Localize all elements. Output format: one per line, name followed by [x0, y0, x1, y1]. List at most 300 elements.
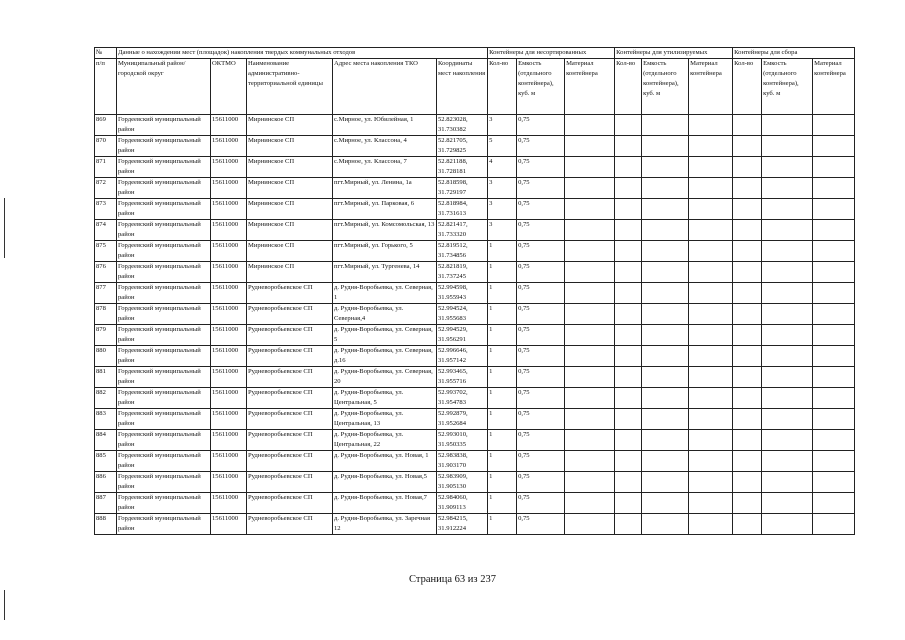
- cell-volume: 0,75: [517, 136, 565, 157]
- cell-coords: 52.983909, 31.905130: [437, 472, 488, 493]
- cell-row-number: 871: [95, 157, 117, 178]
- header-material: Материал контейнера: [689, 59, 733, 115]
- cell-empty: [615, 325, 642, 346]
- cell-count: 1: [488, 430, 517, 451]
- cell-empty: [615, 409, 642, 430]
- cell-count: 5: [488, 136, 517, 157]
- cell-empty: [565, 262, 615, 283]
- cell-empty: [762, 514, 813, 535]
- cell-count: 1: [488, 409, 517, 430]
- cell-empty: [762, 199, 813, 220]
- cell-row-number: 879: [95, 325, 117, 346]
- cell-count: 1: [488, 493, 517, 514]
- cell-empty: [813, 367, 855, 388]
- header-count: Кол-во: [488, 59, 517, 115]
- cell-empty: [733, 388, 762, 409]
- cell-empty: [565, 325, 615, 346]
- cell-volume: 0,75: [517, 199, 565, 220]
- cell-empty: [762, 493, 813, 514]
- cell-coords: 52.996646, 31.957142: [437, 346, 488, 367]
- cell-coords: 52.994598, 31.955943: [437, 283, 488, 304]
- cell-oktmo: 15611000: [211, 409, 247, 430]
- cell-row-number: 873: [95, 199, 117, 220]
- cell-volume: 0,75: [517, 430, 565, 451]
- cell-empty: [762, 451, 813, 472]
- cell-oktmo: 15611000: [211, 472, 247, 493]
- header-count: Кол-во: [615, 59, 642, 115]
- cell-empty: [565, 493, 615, 514]
- cell-empty: [813, 346, 855, 367]
- cell-coords: 52.818598, 31.729197: [437, 178, 488, 199]
- cell-district: Гордеевский муниципальный район: [117, 409, 211, 430]
- cell-volume: 0,75: [517, 115, 565, 136]
- cell-empty: [733, 409, 762, 430]
- cell-empty: [813, 430, 855, 451]
- page-number: Страница 63 из 237: [409, 574, 496, 585]
- cell-empty: [733, 304, 762, 325]
- cell-count: 1: [488, 283, 517, 304]
- cell-empty: [733, 220, 762, 241]
- cell-row-number: 888: [95, 514, 117, 535]
- cell-empty: [813, 220, 855, 241]
- cell-empty: [689, 262, 733, 283]
- table-body: [95, 115, 855, 535]
- cell-empty: [642, 367, 689, 388]
- cell-oktmo: 15611000: [211, 199, 247, 220]
- header-address: Адрес места накопления ТКО: [333, 59, 437, 115]
- cell-district: Гордеевский муниципальный район: [117, 304, 211, 325]
- cell-oktmo: 15611000: [211, 178, 247, 199]
- cell-empty: [762, 346, 813, 367]
- cell-address: с.Мирное, ул. Юбилейная, 1: [333, 115, 437, 136]
- cell-volume: 0,75: [517, 514, 565, 535]
- table-row: [95, 472, 855, 493]
- cell-volume: 0,75: [517, 325, 565, 346]
- cell-empty: [642, 262, 689, 283]
- cell-coords: 52.819512, 31.734856: [437, 241, 488, 262]
- cell-empty: [642, 304, 689, 325]
- cell-row-number: 870: [95, 136, 117, 157]
- header-group-unsorted: Контейнеры для несортированных: [488, 48, 615, 59]
- cell-empty: [565, 241, 615, 262]
- cell-empty: [565, 451, 615, 472]
- cell-count: 1: [488, 514, 517, 535]
- header-volume: Емкость (отдельного контейнера), куб. м: [517, 59, 565, 115]
- cell-empty: [762, 472, 813, 493]
- cell-empty: [642, 283, 689, 304]
- cell-unit: Рудневоробьевское СП: [247, 346, 333, 367]
- cell-row-number: 882: [95, 388, 117, 409]
- cell-empty: [615, 262, 642, 283]
- cell-empty: [615, 199, 642, 220]
- cell-row-number: 880: [95, 346, 117, 367]
- table-row: [95, 115, 855, 136]
- cell-row-number: 876: [95, 262, 117, 283]
- cell-empty: [762, 430, 813, 451]
- cell-count: 1: [488, 325, 517, 346]
- header-oktmo: ОКТМО: [211, 59, 247, 115]
- cell-empty: [565, 283, 615, 304]
- cell-volume: 0,75: [517, 178, 565, 199]
- cell-empty: [642, 430, 689, 451]
- cell-address: д. Рудня-Воробьевка, ул. Новая, 1: [333, 451, 437, 472]
- cell-empty: [615, 241, 642, 262]
- table-row: [95, 241, 855, 262]
- cell-oktmo: 15611000: [211, 304, 247, 325]
- cell-row-number: 887: [95, 493, 117, 514]
- cell-empty: [642, 115, 689, 136]
- cell-empty: [565, 178, 615, 199]
- cell-empty: [733, 451, 762, 472]
- header-unit: Наименование административно-территориальной единицы: [247, 59, 333, 115]
- cell-empty: [689, 136, 733, 157]
- cell-empty: [615, 157, 642, 178]
- cell-empty: [689, 514, 733, 535]
- cell-oktmo: 15611000: [211, 262, 247, 283]
- cell-coords: 52.821819, 31.737245: [437, 262, 488, 283]
- header-volume: Емкость (отдельного контейнера), куб. м: [762, 59, 813, 115]
- cell-empty: [762, 325, 813, 346]
- table-row: [95, 220, 855, 241]
- cell-empty: [689, 493, 733, 514]
- cell-address: д. Рудня-Воробьевка, ул. Северная, 5: [333, 325, 437, 346]
- cell-empty: [615, 136, 642, 157]
- cell-row-number: 884: [95, 430, 117, 451]
- cell-address: с.Мирное, ул. Классона, 4: [333, 136, 437, 157]
- cell-empty: [565, 199, 615, 220]
- cell-volume: 0,75: [517, 262, 565, 283]
- cell-volume: 0,75: [517, 157, 565, 178]
- cell-empty: [565, 472, 615, 493]
- cell-empty: [762, 115, 813, 136]
- cell-empty: [565, 409, 615, 430]
- header-group-recycle: Контейнеры для утилизируемых: [615, 48, 733, 59]
- cell-count: 3: [488, 115, 517, 136]
- cell-district: Гордеевский муниципальный район: [117, 157, 211, 178]
- cell-count: 4: [488, 157, 517, 178]
- cell-unit: Рудневоробьевское СП: [247, 283, 333, 304]
- header-material: Материал контейнера: [813, 59, 855, 115]
- cell-empty: [642, 493, 689, 514]
- cell-address: д. Рудня-Воробьевка, ул. Северная, д.16: [333, 346, 437, 367]
- cell-empty: [615, 283, 642, 304]
- cell-unit: Мирнинское СП: [247, 262, 333, 283]
- cell-address: пгт.Мирный, ул. Горького, 5: [333, 241, 437, 262]
- cell-empty: [689, 304, 733, 325]
- cell-empty: [642, 325, 689, 346]
- cell-oktmo: 15611000: [211, 241, 247, 262]
- cell-empty: [689, 241, 733, 262]
- table-row: [95, 367, 855, 388]
- cell-row-number: 878: [95, 304, 117, 325]
- cell-coords: 52.984060, 31.909113: [437, 493, 488, 514]
- cell-address: пгт.Мирный, ул. Комсомольская, 13: [333, 220, 437, 241]
- cell-empty: [813, 514, 855, 535]
- cell-unit: Рудневоробьевское СП: [247, 430, 333, 451]
- cell-volume: 0,75: [517, 409, 565, 430]
- cell-empty: [615, 472, 642, 493]
- cell-empty: [615, 304, 642, 325]
- cell-row-number: 881: [95, 367, 117, 388]
- cell-volume: 0,75: [517, 346, 565, 367]
- cell-coords: 52.983838, 31.903170: [437, 451, 488, 472]
- cell-empty: [565, 157, 615, 178]
- cell-empty: [733, 136, 762, 157]
- cell-empty: [689, 220, 733, 241]
- cell-empty: [689, 388, 733, 409]
- cell-empty: [733, 514, 762, 535]
- cell-count: 1: [488, 472, 517, 493]
- cell-row-number: 869: [95, 115, 117, 136]
- cell-row-number: 886: [95, 472, 117, 493]
- cell-empty: [689, 430, 733, 451]
- cell-empty: [813, 262, 855, 283]
- cell-oktmo: 15611000: [211, 325, 247, 346]
- table-row: [95, 493, 855, 514]
- cell-oktmo: 15611000: [211, 367, 247, 388]
- table-row: [95, 304, 855, 325]
- cell-empty: [642, 241, 689, 262]
- cell-empty: [565, 367, 615, 388]
- cell-empty: [565, 115, 615, 136]
- cell-row-number: 874: [95, 220, 117, 241]
- header-coords: Координаты мест накопления: [437, 59, 488, 115]
- cell-coords: 52.984215, 31.912224: [437, 514, 488, 535]
- cell-empty: [689, 472, 733, 493]
- cell-empty: [565, 220, 615, 241]
- cell-oktmo: 15611000: [211, 220, 247, 241]
- header-num-sub: п/п: [95, 59, 117, 115]
- cell-empty: [615, 115, 642, 136]
- cell-district: Гордеевский муниципальный район: [117, 451, 211, 472]
- cell-oktmo: 15611000: [211, 514, 247, 535]
- cell-empty: [762, 409, 813, 430]
- cell-row-number: 885: [95, 451, 117, 472]
- cell-empty: [615, 346, 642, 367]
- cell-empty: [689, 283, 733, 304]
- cell-empty: [733, 178, 762, 199]
- cell-empty: [642, 220, 689, 241]
- table-row: [95, 283, 855, 304]
- cell-empty: [565, 136, 615, 157]
- cell-empty: [642, 346, 689, 367]
- cell-unit: Мирнинское СП: [247, 178, 333, 199]
- cell-empty: [762, 220, 813, 241]
- cell-unit: Рудневоробьевское СП: [247, 514, 333, 535]
- cell-empty: [565, 304, 615, 325]
- cell-district: Гордеевский муниципальный район: [117, 514, 211, 535]
- cell-volume: 0,75: [517, 241, 565, 262]
- cell-volume: 0,75: [517, 493, 565, 514]
- cell-empty: [642, 472, 689, 493]
- cell-empty: [689, 199, 733, 220]
- cell-unit: Рудневоробьевское СП: [247, 388, 333, 409]
- cell-district: Гордеевский муниципальный район: [117, 430, 211, 451]
- cell-oktmo: 15611000: [211, 388, 247, 409]
- cell-volume: 0,75: [517, 388, 565, 409]
- cell-empty: [615, 220, 642, 241]
- cell-empty: [813, 325, 855, 346]
- cell-address: пгт.Мирный, ул. Ленина, 1а: [333, 178, 437, 199]
- cell-oktmo: 15611000: [211, 115, 247, 136]
- table-row: [95, 346, 855, 367]
- table-row: [95, 157, 855, 178]
- cell-empty: [642, 514, 689, 535]
- cell-empty: [642, 451, 689, 472]
- cell-empty: [565, 388, 615, 409]
- cell-empty: [733, 430, 762, 451]
- cell-empty: [689, 325, 733, 346]
- scan-edge-mark: [4, 590, 5, 620]
- cell-empty: [689, 451, 733, 472]
- cell-unit: Мирнинское СП: [247, 157, 333, 178]
- cell-empty: [565, 430, 615, 451]
- cell-volume: 0,75: [517, 220, 565, 241]
- header-group-collect: Контейнеры для сбора: [733, 48, 855, 59]
- cell-unit: Мирнинское СП: [247, 199, 333, 220]
- cell-empty: [813, 199, 855, 220]
- cell-empty: [762, 388, 813, 409]
- cell-empty: [642, 178, 689, 199]
- cell-empty: [813, 388, 855, 409]
- cell-unit: Рудневоробьевское СП: [247, 367, 333, 388]
- cell-row-number: 877: [95, 283, 117, 304]
- cell-coords: 52.821188, 31.728181: [437, 157, 488, 178]
- cell-empty: [733, 283, 762, 304]
- cell-coords: 52.818984, 31.731613: [437, 199, 488, 220]
- cell-empty: [615, 178, 642, 199]
- cell-unit: Мирнинское СП: [247, 136, 333, 157]
- cell-volume: 0,75: [517, 283, 565, 304]
- table-row: [95, 136, 855, 157]
- cell-empty: [565, 346, 615, 367]
- cell-address: д. Рудня-Воробьевка, ул. Центральная, 22: [333, 430, 437, 451]
- header-district: Муниципальный район/городской округ: [117, 59, 211, 115]
- cell-district: Гордеевский муниципальный район: [117, 493, 211, 514]
- cell-empty: [813, 115, 855, 136]
- cell-district: Гордеевский муниципальный район: [117, 178, 211, 199]
- cell-empty: [733, 346, 762, 367]
- table-row: [95, 514, 855, 535]
- cell-empty: [762, 262, 813, 283]
- cell-empty: [762, 367, 813, 388]
- cell-empty: [689, 346, 733, 367]
- cell-empty: [733, 493, 762, 514]
- cell-address: д. Рудня-Воробьевка, ул. Новая,5: [333, 472, 437, 493]
- table-row: [95, 178, 855, 199]
- cell-empty: [813, 304, 855, 325]
- cell-empty: [762, 304, 813, 325]
- cell-empty: [733, 115, 762, 136]
- header-material: Материал контейнера: [565, 59, 615, 115]
- header-volume: Емкость (отдельного контейнера), куб. м: [642, 59, 689, 115]
- table-row: [95, 430, 855, 451]
- cell-address: д. Рудня-Воробьевка, ул. Северная, 1: [333, 283, 437, 304]
- cell-volume: 0,75: [517, 451, 565, 472]
- cell-empty: [689, 409, 733, 430]
- cell-oktmo: 15611000: [211, 157, 247, 178]
- cell-empty: [689, 157, 733, 178]
- cell-empty: [813, 178, 855, 199]
- cell-oktmo: 15611000: [211, 346, 247, 367]
- table-row: [95, 388, 855, 409]
- cell-unit: Рудневоробьевское СП: [247, 493, 333, 514]
- cell-coords: 52.993702, 31.954783: [437, 388, 488, 409]
- cell-unit: Мирнинское СП: [247, 115, 333, 136]
- cell-empty: [813, 472, 855, 493]
- cell-empty: [642, 157, 689, 178]
- cell-unit: Мирнинское СП: [247, 241, 333, 262]
- cell-empty: [565, 514, 615, 535]
- cell-coords: 52.821417, 31.733320: [437, 220, 488, 241]
- cell-empty: [762, 283, 813, 304]
- table-row: [95, 262, 855, 283]
- cell-district: Гордеевский муниципальный район: [117, 136, 211, 157]
- cell-coords: 52.994529, 31.956291: [437, 325, 488, 346]
- cell-address: пгт.Мирный, ул. Тургенева, 14: [333, 262, 437, 283]
- cell-empty: [689, 178, 733, 199]
- cell-volume: 0,75: [517, 304, 565, 325]
- cell-volume: 0,75: [517, 472, 565, 493]
- cell-empty: [615, 388, 642, 409]
- cell-empty: [762, 241, 813, 262]
- cell-address: пгт.Мирный, ул. Парковая, 6: [333, 199, 437, 220]
- cell-volume: 0,75: [517, 367, 565, 388]
- header-group-sites: Данные о нахождении мест (площадок) накопления твердых коммунальных отходов: [117, 48, 488, 59]
- cell-coords: 52.992879, 31.952684: [437, 409, 488, 430]
- cell-unit: Рудневоробьевское СП: [247, 409, 333, 430]
- cell-count: 1: [488, 388, 517, 409]
- cell-count: 1: [488, 451, 517, 472]
- cell-empty: [642, 199, 689, 220]
- cell-empty: [762, 157, 813, 178]
- cell-coords: 52.821705, 31.729825: [437, 136, 488, 157]
- cell-district: Гордеевский муниципальный район: [117, 241, 211, 262]
- cell-coords: 52.993010, 31.950335: [437, 430, 488, 451]
- cell-address: д. Рудня-Воробьевка, ул. Заречная 12: [333, 514, 437, 535]
- cell-empty: [813, 409, 855, 430]
- cell-coords: 52.993465, 31.955716: [437, 367, 488, 388]
- cell-empty: [813, 493, 855, 514]
- header-count: Кол-во: [733, 59, 762, 115]
- cell-empty: [642, 388, 689, 409]
- cell-oktmo: 15611000: [211, 136, 247, 157]
- cell-oktmo: 15611000: [211, 283, 247, 304]
- cell-count: 3: [488, 220, 517, 241]
- cell-empty: [733, 241, 762, 262]
- cell-empty: [642, 409, 689, 430]
- table-row: [95, 409, 855, 430]
- cell-empty: [733, 325, 762, 346]
- cell-coords: 52.823028, 31.730382: [437, 115, 488, 136]
- cell-count: 1: [488, 346, 517, 367]
- cell-row-number: 875: [95, 241, 117, 262]
- cell-empty: [733, 472, 762, 493]
- cell-address: д. Рудня-Воробьевка, ул. Центральная, 13: [333, 409, 437, 430]
- scan-edge-mark: [4, 198, 5, 258]
- cell-empty: [762, 136, 813, 157]
- cell-empty: [813, 157, 855, 178]
- cell-unit: Мирнинское СП: [247, 220, 333, 241]
- cell-unit: Рудневоробьевское СП: [247, 304, 333, 325]
- cell-count: 3: [488, 178, 517, 199]
- cell-row-number: 883: [95, 409, 117, 430]
- cell-empty: [733, 367, 762, 388]
- cell-address: д. Рудня-Воробьевка, ул. Новая,7: [333, 493, 437, 514]
- cell-empty: [762, 178, 813, 199]
- cell-address: д. Рудня-Воробьевка, ул. Центральная, 5: [333, 388, 437, 409]
- cell-count: 1: [488, 241, 517, 262]
